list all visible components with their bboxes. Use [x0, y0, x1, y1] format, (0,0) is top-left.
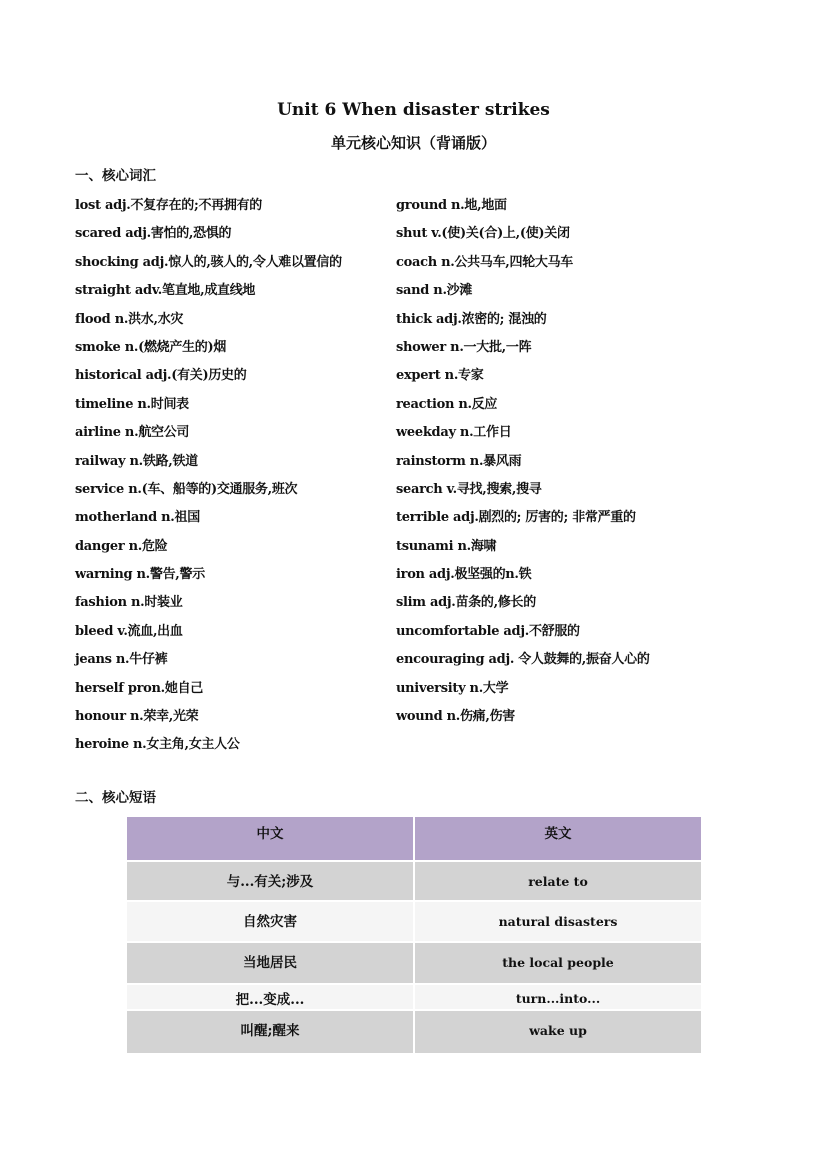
vocab-item: shower n.一大批,一阵: [396, 339, 532, 355]
phrase-chinese-cell: 把...变成...: [126, 984, 414, 1010]
phrase-chinese-cell: 叫醒;醒来: [126, 1010, 414, 1054]
vocab-item: danger n.危险: [75, 538, 168, 554]
phrase-english-cell: relate to: [414, 861, 702, 901]
vocab-item: service n.(车、船等的)交通服务,班次: [75, 481, 298, 497]
vocab-item: railway n.铁路,铁道: [75, 453, 198, 469]
phrase-english-cell: the local people: [414, 942, 702, 984]
vocab-item: rainstorm n.暴风雨: [396, 453, 522, 469]
phrase-english-cell: natural disasters: [414, 901, 702, 942]
page-title: Unit 6 When disaster strikes: [277, 100, 550, 120]
vocab-list-left: [75, 194, 342, 762]
phrases-section-heading: 二、核心短语: [75, 790, 156, 806]
vocab-item: reaction n.反应: [396, 396, 498, 412]
vocab-item: weekday n.工作日: [396, 425, 512, 441]
phrase-table: [125, 815, 703, 1055]
vocab-item: encouraging adj. 令人鼓舞的,振奋人心的: [396, 652, 650, 668]
phrase-english-cell: wake up: [414, 1010, 702, 1054]
vocab-item: timeline n.时间表: [75, 396, 189, 412]
vocab-item: thick adj.浓密的; 混浊的: [396, 311, 547, 327]
vocab-item: shut v.(使)关(合)上,(使)关闭: [396, 226, 570, 242]
table-row: [126, 942, 702, 984]
vocab-item: historical adj.(有关)历史的: [75, 368, 247, 384]
table-row: [126, 861, 702, 901]
phrase-chinese-cell: 自然灾害: [126, 901, 414, 942]
table-row: [126, 1010, 702, 1054]
vocab-item: scared adj.害怕的,恐惧的: [75, 226, 232, 242]
column-header-chinese: 中文: [126, 816, 414, 861]
vocab-item: bleed v.流血,出血: [75, 623, 183, 639]
vocab-item: honour n.荣幸,光荣: [75, 709, 199, 725]
vocab-item: heroine n.女主角,女主人公: [75, 737, 240, 753]
vocab-item: ground n.地,地面: [396, 198, 507, 213]
table-row: [126, 984, 702, 1010]
vocab-list-right: [396, 194, 650, 733]
vocab-item: slim adj.苗条的,修长的: [396, 595, 536, 611]
vocab-item: straight adv.笔直地,成直线地: [75, 283, 256, 299]
table-row: [126, 901, 702, 942]
vocab-item: uncomfortable adj.不舒服的: [396, 623, 580, 639]
vocab-item: warning n.警告,警示: [75, 567, 205, 583]
phrase-english-cell: turn...into...: [414, 984, 702, 1010]
vocab-item: search v.寻找,搜索,搜寻: [396, 481, 542, 497]
vocab-item: tsunami n.海啸: [396, 538, 497, 554]
vocab-item: terrible adj.剧烈的; 厉害的; 非常严重的: [396, 510, 636, 526]
vocab-item: motherland n.祖国: [75, 510, 200, 526]
vocab-item: wound n.伤痛,伤害: [396, 709, 515, 725]
phrase-chinese-cell: 当地居民: [126, 942, 414, 984]
vocab-item: herself pron.她自己: [75, 680, 204, 696]
vocab-item: fashion n.时装业: [75, 595, 183, 611]
vocab-item: shocking adj.惊人的,骇人的,令人难以置信的: [75, 254, 342, 270]
table-header-row: [126, 816, 702, 861]
vocab-item: sand n.沙滩: [396, 283, 473, 299]
vocab-item: iron adj.极坚强的n.铁: [396, 567, 532, 583]
vocab-item: university n.大学: [396, 680, 509, 696]
vocab-section-heading: 一、核心词汇: [75, 168, 156, 184]
vocab-item: airline n.航空公司: [75, 425, 190, 441]
vocab-item: lost adj.不复存在的;不再拥有的: [75, 198, 263, 213]
vocab-item: jeans n.牛仔裤: [75, 652, 168, 668]
page-subtitle: 单元核心知识（背诵版）: [330, 134, 496, 152]
column-header-english: 英文: [414, 816, 702, 861]
vocab-item: expert n.专家: [396, 368, 484, 384]
vocab-item: coach n.公共马车,四轮大马车: [396, 254, 574, 270]
phrase-chinese-cell: 与...有关;涉及: [126, 861, 414, 901]
vocab-item: smoke n.(燃烧产生的)烟: [75, 339, 227, 355]
vocab-item: flood n.洪水,水灾: [75, 311, 184, 327]
